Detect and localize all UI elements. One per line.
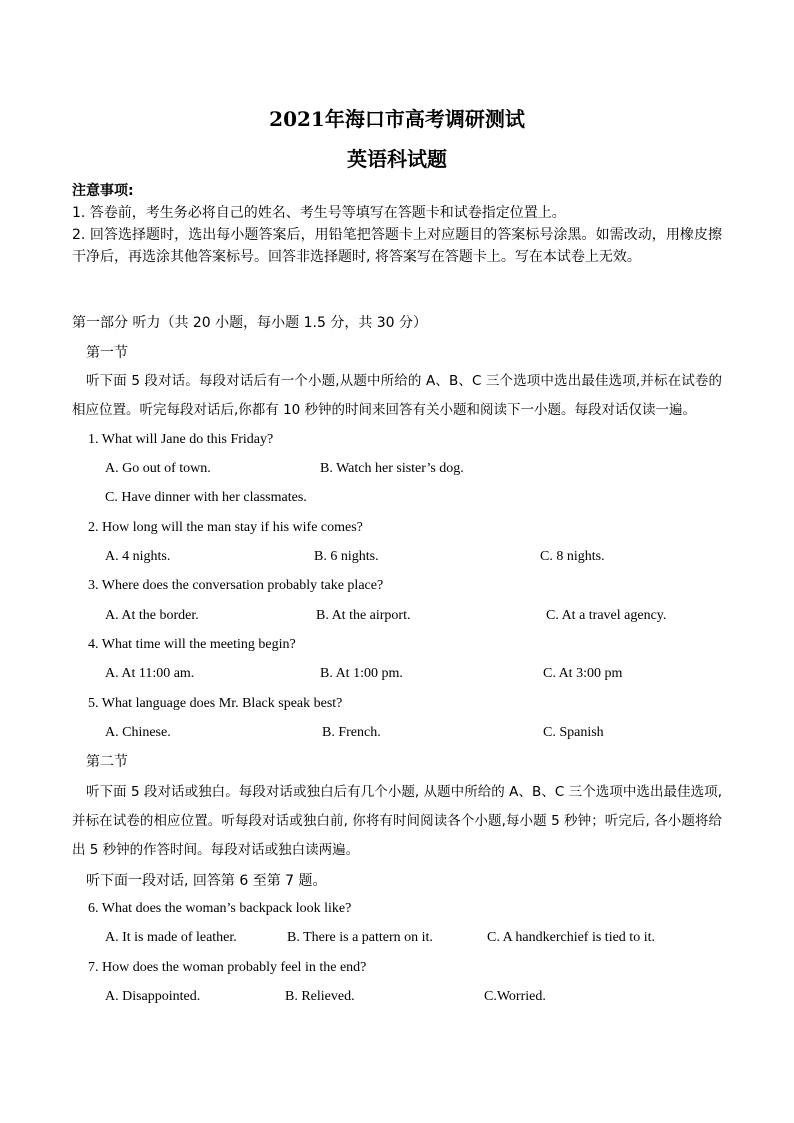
part1-heading: 第一部分 听力（共 20 小题，每小题 1.5 分，共 30 分） (72, 315, 428, 331)
section2-heading: 第二节 (86, 754, 128, 770)
question-5-option-b: B. French. (322, 725, 381, 740)
question-7-stem: 7. How does the woman probably feel in the end? (88, 960, 367, 975)
question-1-option-b: B. Watch her sister’s dog. (320, 461, 464, 476)
question-6-option-a: A. It is made of leather. (105, 930, 237, 945)
notes-item-1: 1. 答卷前，考生务必将自己的姓名、考生号等填写在答题卡和试卷指定位置上。 (72, 205, 566, 221)
section2-instructions: 听下面 5 段对话或独白。每段对话或独白后有几个小题, 从题中所给的 A、B、C 三个选项中选出最佳选项, 并标在试卷的相应位置。听每段对话或独白前, 你将有时间阅读各个小题,每小题 5 秒钟；听完后, 各小题将给出 5 秒钟的作答时间。每段对话或独白读两遍。 (72, 784, 722, 858)
notes-item-2: 2. 回答选择题时，选出每小题答案后，用铅笔把答题卡上对应题目的答案标号涂黑。如需改动，用橡皮擦干净后，再选涂其他答案标号。回答非选择题时, 将答案写在答题卡上。写在本试卷上无效。 (72, 227, 722, 265)
question-1-option-a: A. Go out of town. (105, 461, 211, 476)
question-2-option-b: B. 6 nights. (314, 549, 379, 564)
exam-subtitle: 英语科试题 (347, 147, 447, 171)
question-7-option-b: B. Relieved. (285, 989, 355, 1004)
question-5-option-a: A. Chinese. (105, 725, 171, 740)
question-3-option-c: C. At a travel agency. (546, 608, 667, 623)
question-1-option-c: C. Have dinner with her classmates. (105, 490, 307, 505)
question-4-option-b: B. At 1:00 pm. (320, 666, 403, 681)
question-4-option-c: C. At 3:00 pm (543, 666, 623, 681)
notes-heading: 注意事项: (72, 183, 134, 199)
question-2-option-a: A. 4 nights. (105, 549, 171, 564)
question-6-option-c: C. A handkerchief is tied to it. (487, 930, 655, 945)
question-4-stem: 4. What time will the meeting begin? (88, 637, 296, 652)
section1-instructions: 听下面 5 段对话。每段对话后有一个小题,从题中所给的 A、B、C 三个选项中选出最佳选项,并标在试卷的相应位置。听完每段对话后,你都有 10 秒钟的时间来回答有关小题和阅读下一小题。每段对话仅读一遍。 (72, 373, 722, 418)
question-7-option-a: A. Disappointed. (105, 989, 201, 1004)
notes-block (72, 180, 722, 268)
question-6-stem: 6. What does the woman’s backpack look like? (88, 901, 352, 916)
question-7-option-c: C.Worried. (484, 989, 546, 1004)
question-3-stem: 3. Where does the conversation probably take place? (88, 578, 384, 593)
question-1-stem: 1. What will Jane do this Friday? (88, 432, 274, 447)
exam-title: 2021年海口市高考调研测试 (269, 107, 525, 131)
section1-heading: 第一节 (86, 345, 128, 361)
question-5-option-c: C. Spanish (543, 725, 604, 740)
question-3-option-b: B. At the airport. (316, 608, 411, 623)
dialogue-intro: 听下面一段对话, 回答第 6 至第 7 题。 (86, 873, 327, 889)
question-5-stem: 5. What language does Mr. Black speak best? (88, 696, 343, 711)
question-3-option-a: A. At the border. (105, 608, 199, 623)
question-6-option-b: B. There is a pattern on it. (287, 930, 433, 945)
question-2-stem: 2. How long will the man stay if his wife comes? (88, 520, 363, 535)
question-4-option-a: A. At 11:00 am. (105, 666, 195, 681)
question-2-option-c: C. 8 nights. (540, 549, 605, 564)
